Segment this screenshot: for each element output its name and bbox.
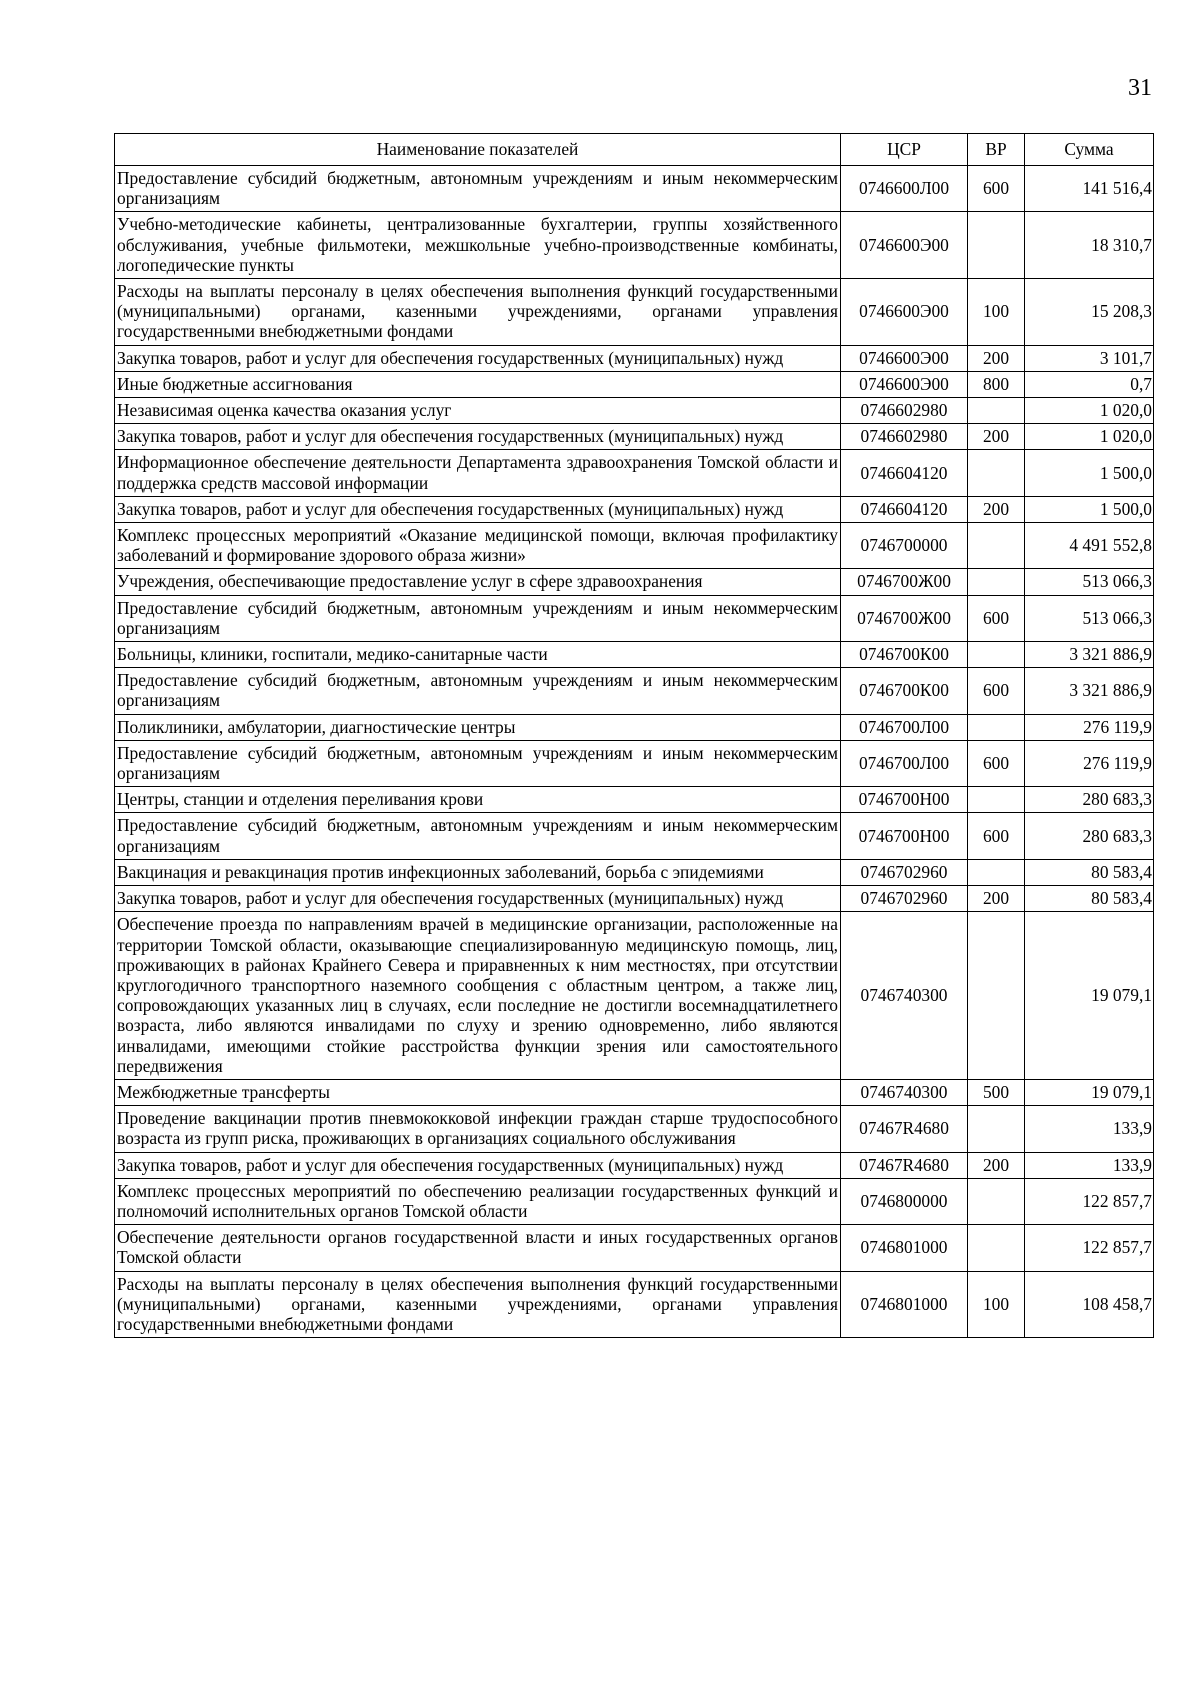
- row-sum-cell: 513 066,3: [1025, 595, 1154, 641]
- row-csr-cell: 0746700Ж00: [841, 569, 968, 595]
- row-name-cell: Закупка товаров, работ и услуг для обеспечения государственных (муниципальных) нужд: [115, 496, 841, 522]
- table-row: [115, 279, 1154, 346]
- row-name-cell: Закупка товаров, работ и услуг для обеспечения государственных (муниципальных) нужд: [115, 424, 841, 450]
- row-csr-cell: 0746700Л00: [841, 714, 968, 740]
- header-sum: Сумма: [1025, 134, 1154, 166]
- row-vr-cell: [968, 859, 1025, 885]
- row-name-cell: Информационное обеспечение деятельности Департамента здравоохранения Томской области и поддержка средств массовой информации: [115, 450, 841, 496]
- row-csr-cell: 0746600Э00: [841, 345, 968, 371]
- row-sum-cell: 1 500,0: [1025, 496, 1154, 522]
- row-vr-cell: 200: [968, 496, 1025, 522]
- row-name-cell: Закупка товаров, работ и услуг для обеспечения государственных (муниципальных) нужд: [115, 345, 841, 371]
- row-name-cell: Комплекс процессных мероприятий по обеспечению реализации государственных функций и полномочий исполнительных органов Томской области: [115, 1178, 841, 1224]
- row-sum-cell: 80 583,4: [1025, 859, 1154, 885]
- row-vr-cell: 600: [968, 740, 1025, 786]
- row-vr-cell: [968, 1225, 1025, 1271]
- row-vr-cell: 200: [968, 886, 1025, 912]
- row-name-cell: Вакцинация и ревакцинация против инфекционных заболеваний, борьба с эпидемиями: [115, 859, 841, 885]
- table-body: [115, 166, 1154, 1338]
- row-csr-cell: 0746702960: [841, 859, 968, 885]
- row-name-cell: Предоставление субсидий бюджетным, автономным учреждениям и иным некоммерческим организациям: [115, 813, 841, 859]
- table-row: [115, 1271, 1154, 1338]
- page-number: 31: [1128, 75, 1152, 101]
- row-csr-cell: 0746604120: [841, 450, 968, 496]
- table-row: [115, 345, 1154, 371]
- row-name-cell: Больницы, клиники, госпитали, медико-санитарные части: [115, 642, 841, 668]
- row-vr-cell: 200: [968, 424, 1025, 450]
- table-row: [115, 1106, 1154, 1152]
- table-header: [115, 134, 1154, 166]
- row-csr-cell: 0746700Ж00: [841, 595, 968, 641]
- row-name-cell: Закупка товаров, работ и услуг для обеспечения государственных (муниципальных) нужд: [115, 886, 841, 912]
- row-name-cell: Закупка товаров, работ и услуг для обеспечения государственных (муниципальных) нужд: [115, 1152, 841, 1178]
- row-csr-cell: 0746740300: [841, 912, 968, 1080]
- row-sum-cell: 122 857,7: [1025, 1225, 1154, 1271]
- row-name-cell: Независимая оценка качества оказания услуг: [115, 398, 841, 424]
- row-sum-cell: 280 683,3: [1025, 787, 1154, 813]
- row-vr-cell: [968, 1178, 1025, 1224]
- row-sum-cell: 133,9: [1025, 1106, 1154, 1152]
- row-vr-cell: 800: [968, 371, 1025, 397]
- row-vr-cell: [968, 912, 1025, 1080]
- table-row: [115, 740, 1154, 786]
- row-sum-cell: 122 857,7: [1025, 1178, 1154, 1224]
- row-sum-cell: 19 079,1: [1025, 912, 1154, 1080]
- header-row: [115, 134, 1154, 166]
- row-name-cell: Поликлиники, амбулатории, диагностические центры: [115, 714, 841, 740]
- row-vr-cell: [968, 642, 1025, 668]
- row-sum-cell: 141 516,4: [1025, 166, 1154, 212]
- budget-table: [114, 133, 1154, 1338]
- row-sum-cell: 3 321 886,9: [1025, 642, 1154, 668]
- table-row: [115, 787, 1154, 813]
- row-csr-cell: 0746602980: [841, 424, 968, 450]
- row-csr-cell: 0746700000: [841, 523, 968, 569]
- row-csr-cell: 0746700К00: [841, 668, 968, 714]
- row-vr-cell: [968, 1106, 1025, 1152]
- row-vr-cell: [968, 787, 1025, 813]
- row-csr-cell: 0746740300: [841, 1079, 968, 1105]
- row-sum-cell: 1 020,0: [1025, 424, 1154, 450]
- row-sum-cell: 1 020,0: [1025, 398, 1154, 424]
- row-sum-cell: 276 119,9: [1025, 740, 1154, 786]
- table-row: [115, 595, 1154, 641]
- row-csr-cell: 0746801000: [841, 1271, 968, 1338]
- header-csr: ЦСР: [841, 134, 968, 166]
- row-name-cell: Предоставление субсидий бюджетным, автономным учреждениям и иным некоммерческим организациям: [115, 595, 841, 641]
- row-sum-cell: 80 583,4: [1025, 886, 1154, 912]
- row-sum-cell: 19 079,1: [1025, 1079, 1154, 1105]
- row-csr-cell: 07467R4680: [841, 1152, 968, 1178]
- row-name-cell: Предоставление субсидий бюджетным, автономным учреждениям и иным некоммерческим организациям: [115, 740, 841, 786]
- row-vr-cell: 600: [968, 813, 1025, 859]
- header-vr: ВР: [968, 134, 1025, 166]
- table-row: [115, 523, 1154, 569]
- row-sum-cell: 18 310,7: [1025, 212, 1154, 279]
- row-sum-cell: 108 458,7: [1025, 1271, 1154, 1338]
- row-csr-cell: 0746700К00: [841, 642, 968, 668]
- row-name-cell: Расходы на выплаты персоналу в целях обеспечения выполнения функций государственными (муниципальными) органами, казенными учреждениями, органами управления государственными внебюджетными фондами: [115, 279, 841, 346]
- row-vr-cell: 100: [968, 279, 1025, 346]
- table-row: [115, 1079, 1154, 1105]
- row-name-cell: Иные бюджетные ассигнования: [115, 371, 841, 397]
- row-vr-cell: 600: [968, 595, 1025, 641]
- row-vr-cell: 600: [968, 668, 1025, 714]
- row-csr-cell: 0746600Л00: [841, 166, 968, 212]
- table-row: [115, 212, 1154, 279]
- row-vr-cell: 500: [968, 1079, 1025, 1105]
- table-row: [115, 642, 1154, 668]
- table-row: [115, 398, 1154, 424]
- row-vr-cell: [968, 523, 1025, 569]
- row-vr-cell: [968, 714, 1025, 740]
- table-row: [115, 166, 1154, 212]
- row-sum-cell: 0,7: [1025, 371, 1154, 397]
- row-csr-cell: 0746602980: [841, 398, 968, 424]
- row-csr-cell: 0746700Л00: [841, 740, 968, 786]
- row-sum-cell: 276 119,9: [1025, 714, 1154, 740]
- row-vr-cell: [968, 569, 1025, 595]
- table-row: [115, 1178, 1154, 1224]
- row-csr-cell: 0746700Н00: [841, 787, 968, 813]
- table-row: [115, 668, 1154, 714]
- table-row: [115, 714, 1154, 740]
- row-name-cell: Межбюджетные трансферты: [115, 1079, 841, 1105]
- row-sum-cell: 3 321 886,9: [1025, 668, 1154, 714]
- row-csr-cell: 0746600Э00: [841, 212, 968, 279]
- table-row: [115, 424, 1154, 450]
- table-row: [115, 886, 1154, 912]
- row-csr-cell: 0746600Э00: [841, 279, 968, 346]
- table-row: [115, 496, 1154, 522]
- row-sum-cell: 1 500,0: [1025, 450, 1154, 496]
- row-name-cell: Центры, станции и отделения переливания крови: [115, 787, 841, 813]
- row-name-cell: Обеспечение деятельности органов государственной власти и иных государственных органов Томской области: [115, 1225, 841, 1271]
- row-sum-cell: 15 208,3: [1025, 279, 1154, 346]
- row-csr-cell: 0746600Э00: [841, 371, 968, 397]
- row-sum-cell: 280 683,3: [1025, 813, 1154, 859]
- row-csr-cell: 0746700Н00: [841, 813, 968, 859]
- row-sum-cell: 133,9: [1025, 1152, 1154, 1178]
- row-name-cell: Предоставление субсидий бюджетным, автономным учреждениям и иным некоммерческим организациям: [115, 668, 841, 714]
- row-name-cell: Комплекс процессных мероприятий «Оказание медицинской помощи, включая профилактику заболеваний и формирование здорового образа жизни»: [115, 523, 841, 569]
- table-row: [115, 450, 1154, 496]
- row-name-cell: Обеспечение проезда по направлениям врачей в медицинские организации, расположенные на территории Томской области, оказывающие специализированную медицинскую помощь, лиц, проживающих в районах Крайнего Севера и приравненных к ним местностях, при отсутствии круглогодичного транспортного наземного сообщения с областным центром, а также лиц, сопровождающих указанных лиц в случаях, если последние не достигли восемнадцатилетнего возраста, либо являются инвалидами по слуху и зрению одновременно, либо являются инвалидами, имеющими стойкие расстройства функции зрения или самостоятельного передвижения: [115, 912, 841, 1080]
- row-sum-cell: 3 101,7: [1025, 345, 1154, 371]
- table-row: [115, 371, 1154, 397]
- row-vr-cell: [968, 450, 1025, 496]
- row-vr-cell: 200: [968, 1152, 1025, 1178]
- table-row: [115, 1225, 1154, 1271]
- row-name-cell: Учебно-методические кабинеты, централизованные бухгалтерии, группы хозяйственного обслуживания, учебные фильмотеки, межшкольные учебно-производственные комбинаты, логопедические пункты: [115, 212, 841, 279]
- row-vr-cell: 600: [968, 166, 1025, 212]
- table-row: [115, 813, 1154, 859]
- row-vr-cell: 100: [968, 1271, 1025, 1338]
- row-name-cell: Расходы на выплаты персоналу в целях обеспечения выполнения функций государственными (муниципальными) органами, казенными учреждениями, органами управления государственными внебюджетными фондами: [115, 1271, 841, 1338]
- row-csr-cell: 0746604120: [841, 496, 968, 522]
- row-csr-cell: 0746702960: [841, 886, 968, 912]
- table-row: [115, 1152, 1154, 1178]
- row-vr-cell: [968, 398, 1025, 424]
- header-name: Наименование показателей: [115, 134, 841, 166]
- row-vr-cell: 200: [968, 345, 1025, 371]
- row-csr-cell: 0746801000: [841, 1225, 968, 1271]
- row-sum-cell: 4 491 552,8: [1025, 523, 1154, 569]
- row-vr-cell: [968, 212, 1025, 279]
- row-sum-cell: 513 066,3: [1025, 569, 1154, 595]
- row-name-cell: Предоставление субсидий бюджетным, автономным учреждениям и иным некоммерческим организациям: [115, 166, 841, 212]
- row-csr-cell: 07467R4680: [841, 1106, 968, 1152]
- table-row: [115, 569, 1154, 595]
- row-name-cell: Проведение вакцинации против пневмококковой инфекции граждан старше трудоспособного возраста из групп риска, проживающих в организациях социального обслуживания: [115, 1106, 841, 1152]
- table-row: [115, 859, 1154, 885]
- row-name-cell: Учреждения, обеспечивающие предоставление услуг в сфере здравоохранения: [115, 569, 841, 595]
- row-csr-cell: 0746800000: [841, 1178, 968, 1224]
- table-row: [115, 912, 1154, 1080]
